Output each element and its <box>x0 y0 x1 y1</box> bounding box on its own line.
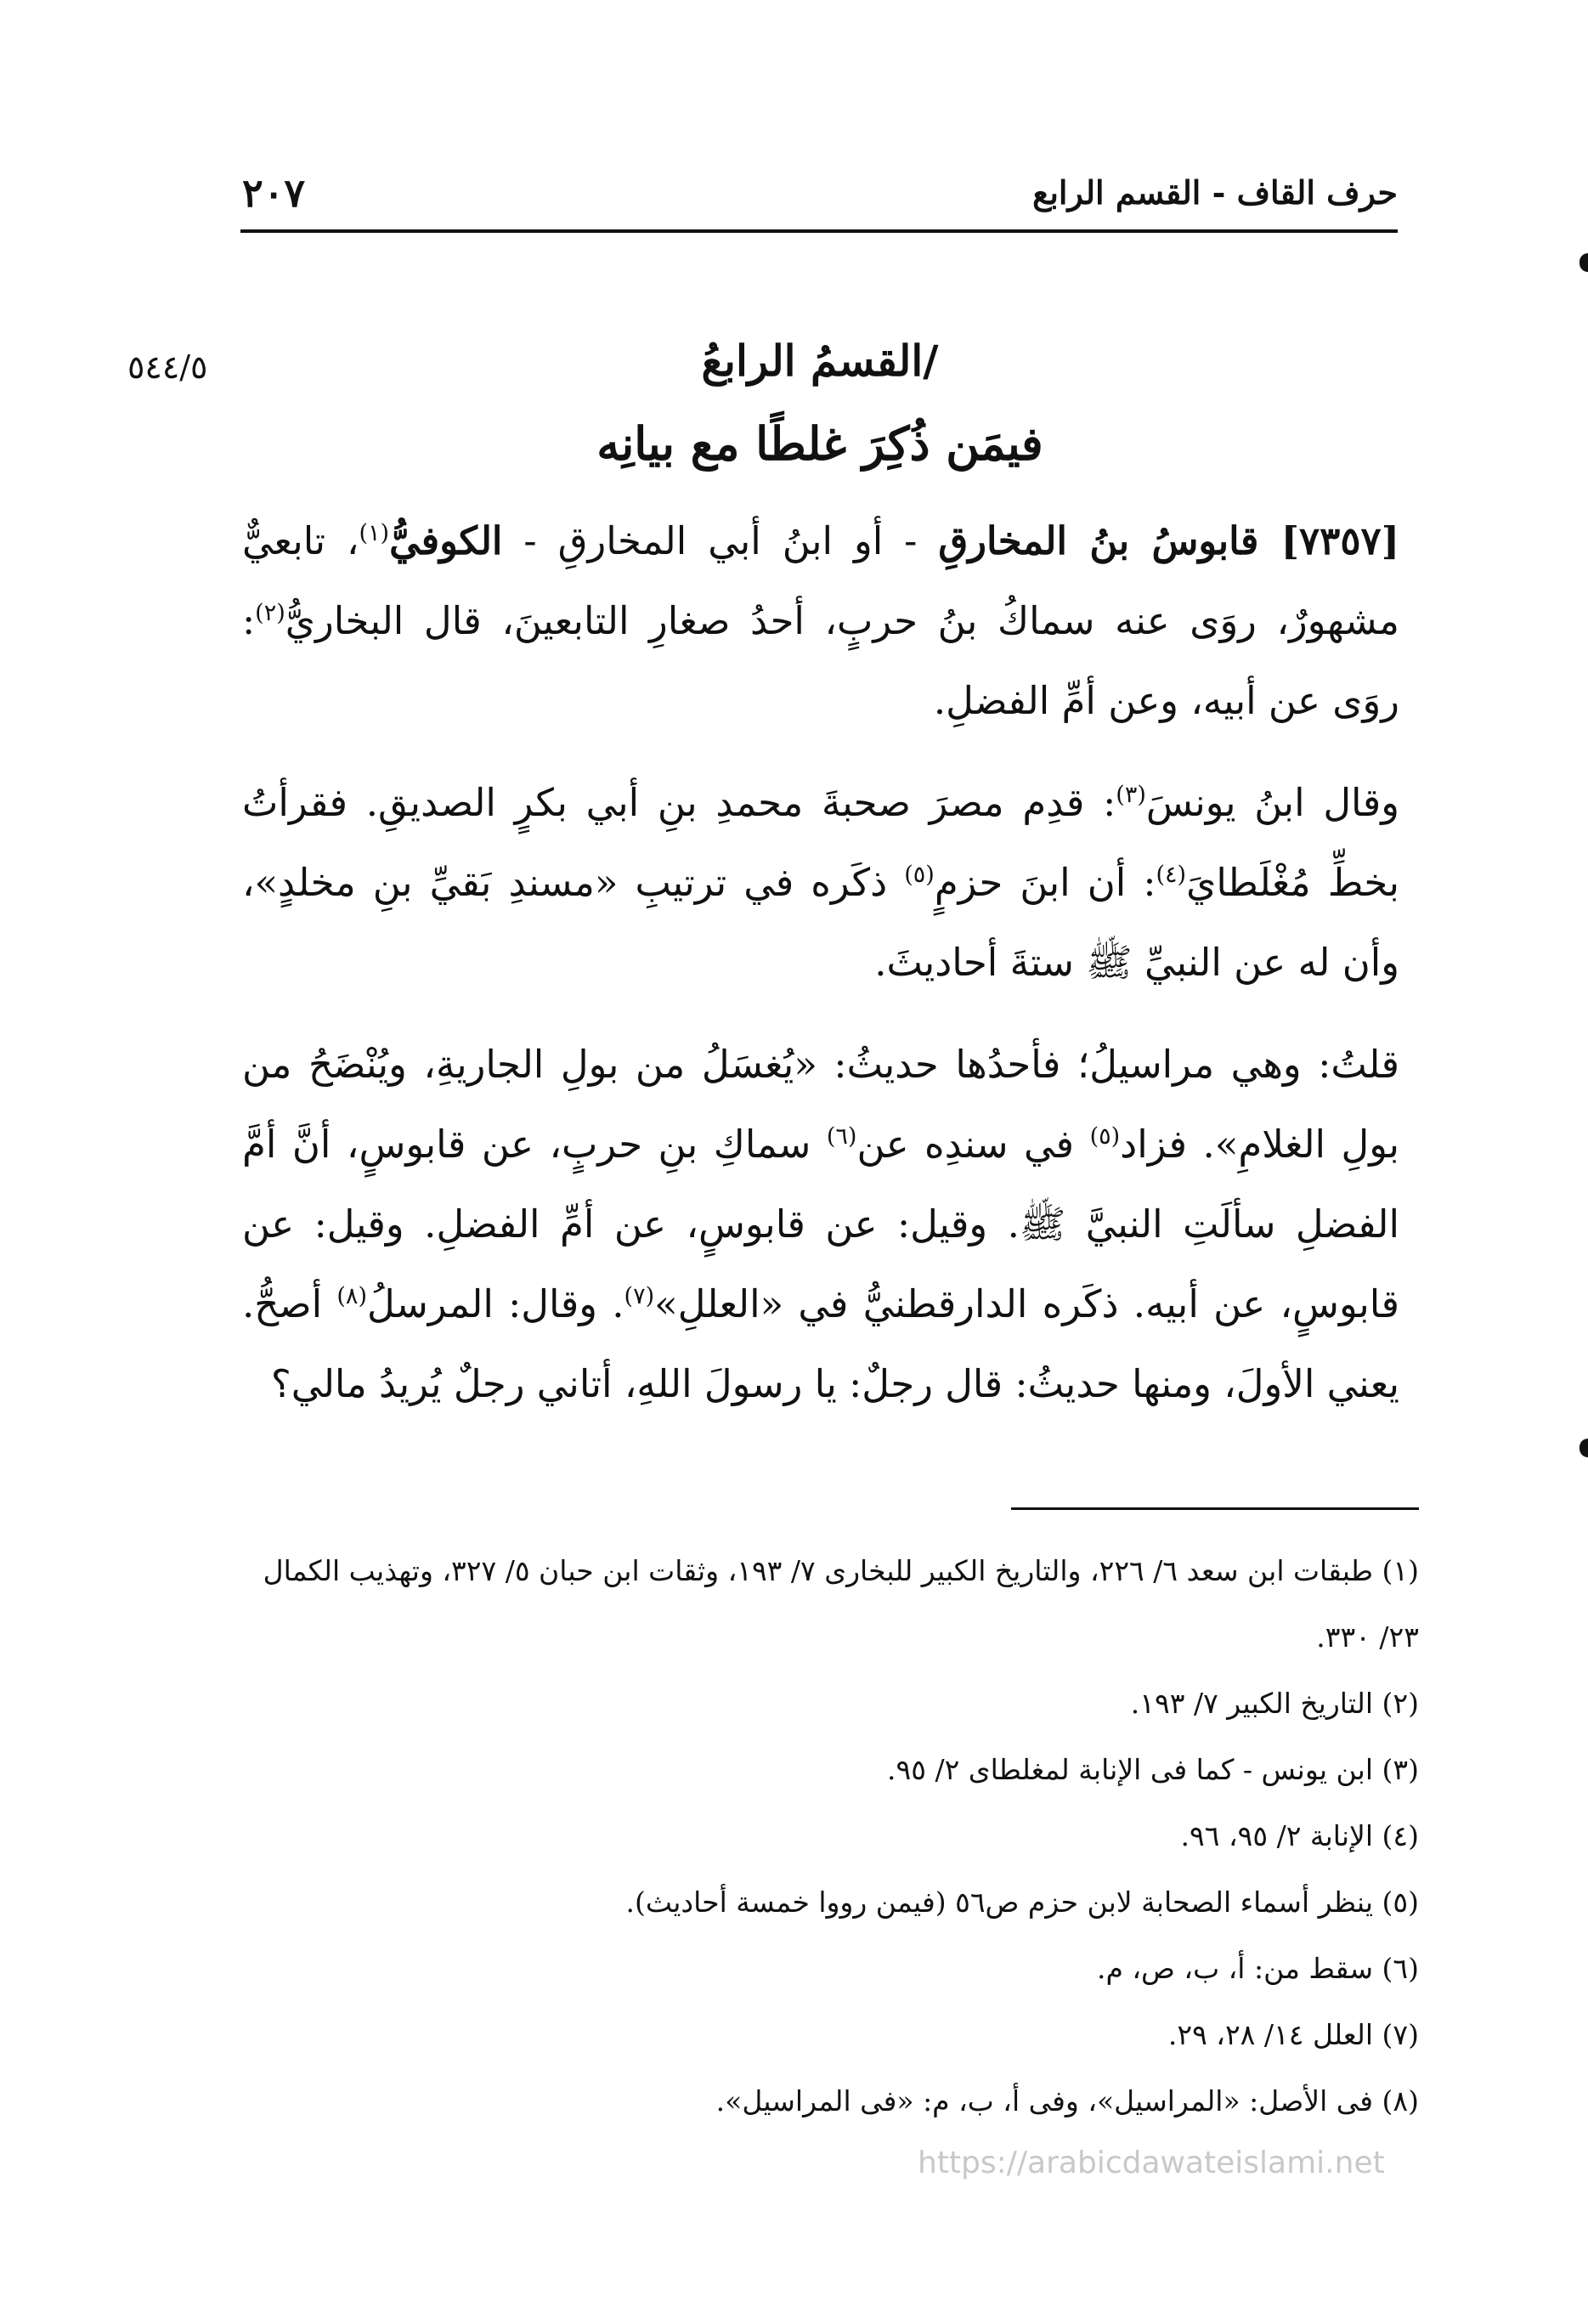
footnote: (٣) ابن يونس - كما فى الإنابة لمغلطاى ٢/ ٩٥. <box>887 1753 1419 1786</box>
edge-mark <box>1580 1439 1588 1457</box>
footnote: (٥) ينظر أسماء الصحابة لابن حزم ص٥٦ (فيمن رووا خمسة أحاديث). <box>625 1886 1419 1919</box>
text-run: ، تابعيٌّ مشهورٌ، روَى عنه سماكُ بنُ حربٍ، أحدُ صغارِ التابعينَ، قال البخاريُّ <box>242 518 1399 643</box>
footnote-ref[interactable]: (٢) <box>255 600 285 626</box>
page-header <box>242 170 1398 224</box>
footnotes <box>242 1538 1419 2135</box>
text-run: : روَى عن أبيه، وعن أمِّ الفضلِ. <box>242 598 1399 723</box>
footnote-ref[interactable]: (١) <box>359 520 390 546</box>
footnote-ref[interactable]: (٦) <box>826 1123 857 1150</box>
text-run: ذكَره في ترتيبِ «مسندِ بَقيِّ بنِ مخلدٍ»، وأن له عن النبيِّ ﷺ ستةَ أحاديثَ. <box>242 860 1399 985</box>
main-text <box>242 501 1399 1424</box>
page-number: ٢٠٧ <box>242 170 306 216</box>
text-run: - أو ابنُ أبي المخارقِ - <box>502 518 939 563</box>
entry-nisba: الكوفيُّ <box>389 518 503 563</box>
footnote: (٦) سقط من: أ، ب، ص، م. <box>1096 1952 1419 1985</box>
paragraph <box>242 501 1399 741</box>
footnote-ref[interactable]: (٤) <box>1156 862 1187 888</box>
section-subtitle: فيمَن ذُكِرَ غلطًا مع بيانِه <box>596 416 1043 471</box>
text-run: أصحُّ. يعني الأولَ، ومنها حديثُ: قال رجلٌ: يا رسولَ اللهِ، أتاني رجلٌ يُريدُ مالي؟ <box>242 1281 1399 1406</box>
text-run: وقال ابنُ يونسَ <box>1145 780 1399 825</box>
text-run: . وقال: المرسلُ <box>366 1281 624 1326</box>
entry-head: [٧٣٥٧] قابوسُ بنُ المخارقِ <box>938 518 1399 563</box>
text-run: سماكِ بنِ حربٍ، عن قابوسٍ، أنَّ أمَّ الفضلِ سألَتِ النبيَّ ﷺ. وقيل: عن قابوسٍ، عن أمِّ الفضلِ. وقيل: عن قابوسٍ، عن أبيه. ذكَره الدارقطنيُّ في «العللِ» <box>242 1122 1399 1326</box>
footnote-ref[interactable]: (٧) <box>624 1283 655 1309</box>
footnote-ref[interactable]: (٨) <box>336 1283 367 1309</box>
footnote: (٢) التاريخ الكبير ٧/ ١٩٣. <box>1130 1687 1419 1720</box>
text-run: في سندِه عن <box>856 1122 1090 1167</box>
text-run: قلتُ: وهي مراسيلُ؛ فأحدُها حديثُ: «يُغسَلُ من بولِ الجاريةِ، ويُنْضَحُ من بولِ الغلامِ». فزاد <box>242 1042 1399 1167</box>
paragraph <box>242 763 1399 1003</box>
footnote: (٧) العلل ١٤/ ٢٨، ٢٩. <box>1167 2018 1419 2051</box>
footnote: (٤) الإنابة ٢/ ٩٥، ٩٦. <box>1180 1819 1419 1852</box>
footnote-ref[interactable]: (٣) <box>1116 782 1146 808</box>
watermark-url: https://arabicdawateislami.net <box>918 2146 1385 2180</box>
edge-mark <box>1580 253 1588 272</box>
footnote-ref[interactable]: (٥) <box>1089 1123 1121 1150</box>
running-title: حرف القاف - القسم الرابع <box>1032 173 1398 212</box>
footnote-ref[interactable]: (٥) <box>904 862 935 888</box>
footnote-rule <box>1011 1507 1419 1510</box>
footnote: (٨) فى الأصل: «المراسيل»، وفى أ، ب، م: «فى المراسيل». <box>715 2084 1419 2118</box>
margin-reference: ٥٤٤/٥ <box>127 348 208 386</box>
header-rule <box>240 229 1398 233</box>
text-run: : قدِم مصرَ صحبةَ محمدِ بنِ أبي بكرٍ الصديقِ. فقرأتُ بخطِّ مُغْلَطايَ <box>242 780 1399 905</box>
paragraph <box>242 1025 1399 1424</box>
section-title: /القسمُ الرابعُ <box>701 336 939 386</box>
footnote: (١) طبقات ابن سعد ٦/ ٢٢٦، والتاريخ الكبير للبخارى ٧/ ١٩٣، وثقات ابن حبان ٥/ ٣٢٧، وتهذيب الكمال ٢٣/ ٣٣٠. <box>263 1554 1419 1654</box>
text-run: : أن ابنَ حزمٍ <box>934 860 1156 905</box>
